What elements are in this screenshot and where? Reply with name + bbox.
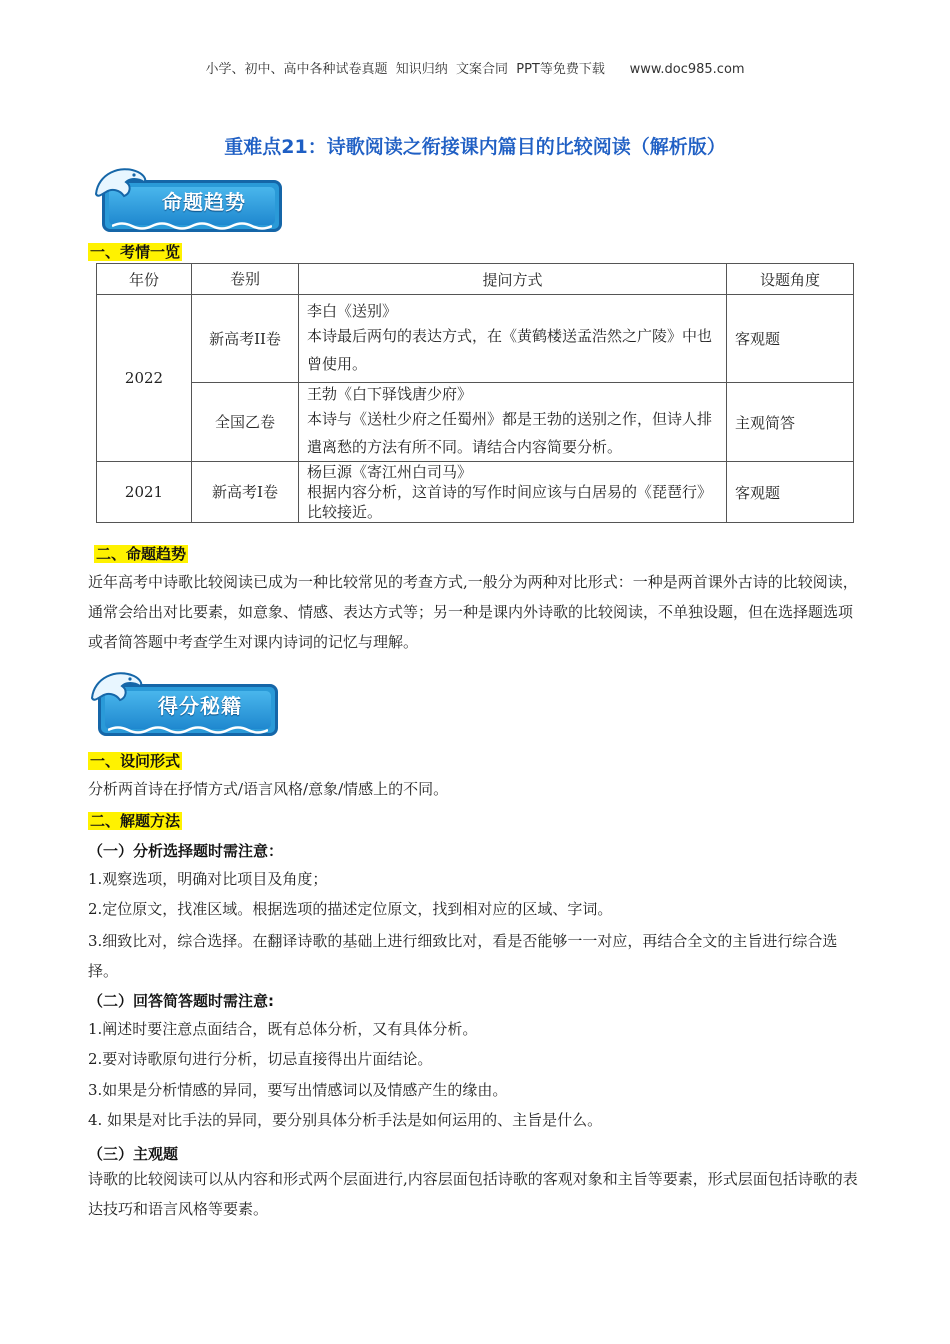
table-cell-question	[299, 295, 727, 383]
document-title: 重难点21：诗歌阅读之衔接课内篇目的比较阅读（解析版）	[224, 136, 726, 158]
table-header-row	[97, 264, 854, 295]
table-header-year: 年份	[97, 264, 192, 295]
wave-decoration	[108, 725, 268, 735]
page-header	[0, 58, 950, 77]
table-cell-angle: 客观题	[727, 462, 854, 523]
table-cell-question	[299, 462, 727, 523]
question-text: 根据内容分析，这首诗的写作时间应该与白居易的《琵琶行》比较接近。	[307, 483, 713, 521]
choice-item: 1.观察选项，明确对比项目及角度；	[88, 870, 328, 888]
table-cell-year: 2022	[97, 295, 192, 462]
choice-item: 3.细致比对，综合选择。在翻译诗歌的基础上进行细致比对，看是否能够一一对应，再结合全文的主旨进行综合选择。	[88, 932, 838, 980]
table-cell-question	[299, 383, 727, 462]
answer-subheading: （二）回答简答题时需注意:	[88, 992, 274, 1010]
choice-item: 2.定位原文，找准区域。根据选项的描述定位原文，找到相对应的区域、字词。	[88, 900, 613, 918]
table-cell-volume: 新高考Ⅰ卷	[192, 462, 299, 523]
table-cell-year: 2021	[97, 462, 192, 523]
table-header-question: 提问方式	[299, 264, 727, 295]
table-cell-angle: 客观题	[727, 295, 854, 383]
table-header-volume: 卷别	[192, 264, 299, 295]
table-cell-volume: 新高考II卷	[192, 295, 299, 383]
choice-subheading: （一）分析选择题时需注意：	[88, 842, 284, 860]
header-site-link[interactable]: www.doc985.com	[629, 62, 745, 77]
trend-paragraph: 近年高考中诗歌比较阅读已成为一种比较常见的考查方式,一般分为两种对比形式：一种是两首课外古诗的比较阅读，通常会给出对比要素，如意象、情感、表达方式等；另一种是课内外诗歌的比较阅读，不单独设题，但在选择题选项或者简答题中考查学生对课内诗词的记忆与理解。	[88, 573, 858, 651]
subjective-text: 诗歌的比较阅读可以从内容和形式两个层面进行,内容层面包括诗歌的客观对象和主旨等要素，形式层面包括诗歌的表达技巧和语言风格等要素。	[88, 1170, 858, 1218]
table-row	[97, 462, 854, 523]
banner-trend	[94, 174, 290, 238]
banner-score-tips-label: 得分秘籍	[158, 694, 242, 718]
question-text: 本诗最后两句的表达方式，在《黄鹤楼送孟浩然之广陵》中也曾使用。	[307, 326, 713, 373]
table-cell-angle: 主观简答	[727, 383, 854, 462]
question-form-text: 分析两首诗在抒情方式/语言风格/意象/情感上的不同。	[88, 780, 449, 798]
table-row	[97, 295, 854, 383]
answer-item: 2.要对诗歌原句进行分析，切忌直接得出片面结论。	[88, 1050, 433, 1068]
answer-item: 4. 如果是对比手法的异同，要分别具体分析手法是如何运用的、主旨是什么。	[88, 1111, 603, 1129]
wave-decoration	[112, 221, 272, 231]
method-heading: 二、解题方法	[90, 812, 181, 830]
poem-title: 李白《送别》	[307, 301, 398, 320]
exam-table	[96, 263, 854, 523]
table-row	[97, 383, 854, 462]
table-header-angle: 设题角度	[727, 264, 854, 295]
section-trend-heading: 二、命题趋势	[96, 545, 187, 563]
subjective-subheading: （三）主观题	[88, 1145, 179, 1163]
answer-item: 3.如果是分析情感的异同，要写出情感词以及情感产生的缘由。	[88, 1081, 508, 1099]
banner-score-tips	[90, 678, 286, 742]
poem-title: 王勃《白下驿饯唐少府》	[307, 385, 473, 403]
header-text: 小学、初中、高中各种试卷真题 知识归纳 文案合同 PPT等免费下载	[205, 62, 605, 77]
banner-trend-label: 命题趋势	[162, 190, 246, 214]
table-cell-volume: 全国乙卷	[192, 383, 299, 462]
question-text: 本诗与《送杜少府之任蜀州》都是王勃的送别之作，但诗人排遣离愁的方法有所不同。请结合内容简要分析。	[307, 410, 713, 456]
question-form-heading: 一、设问形式	[90, 752, 181, 770]
poem-title: 杨巨源《寄江州白司马》	[307, 463, 473, 481]
section-exam-overview-heading: 一、考情一览	[90, 243, 181, 261]
answer-item: 1.阐述时要注意点面结合，既有总体分析，又有具体分析。	[88, 1020, 478, 1038]
